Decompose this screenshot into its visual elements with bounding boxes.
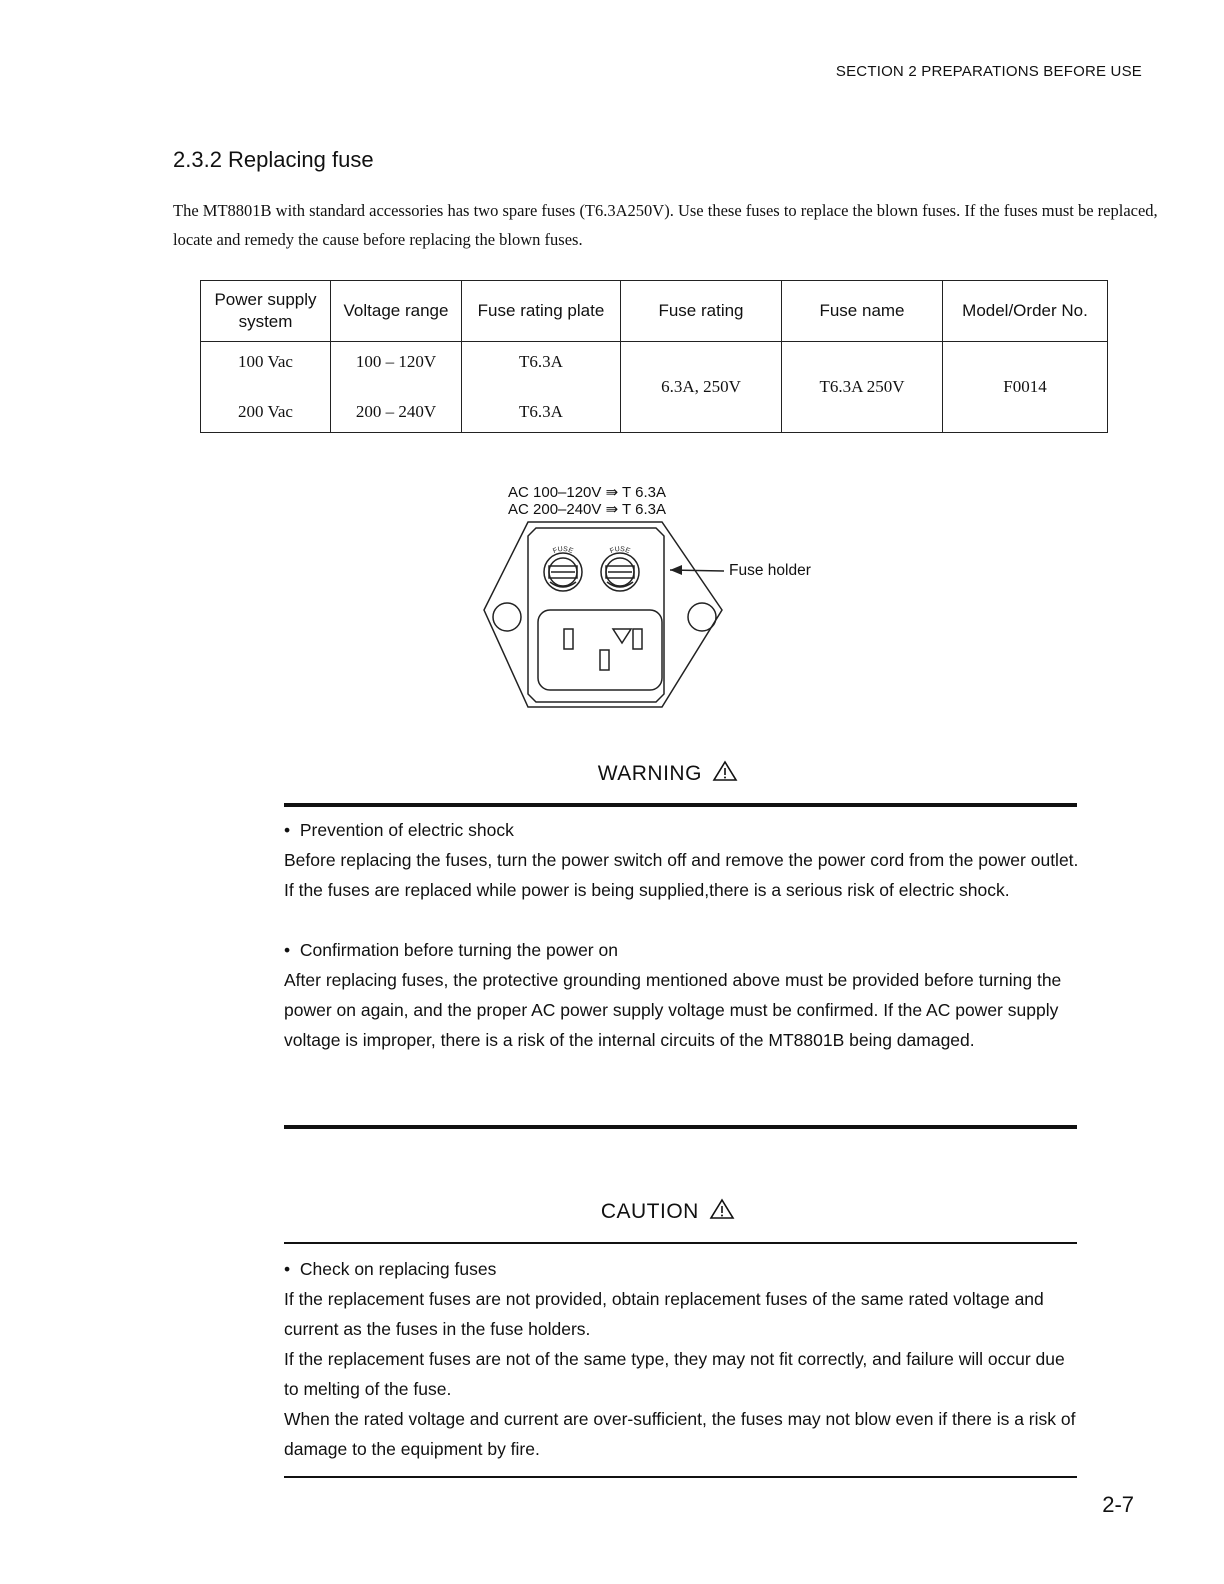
warning-triangle-icon xyxy=(712,760,738,782)
caution-top-rule xyxy=(284,1242,1077,1244)
voltage-label-200: AC 200–240V ⇛ T 6.3A xyxy=(508,501,666,518)
voltage-label-100: AC 100–120V ⇛ T 6.3A xyxy=(508,484,666,501)
caution-bullet-text: Check on replacing fuses xyxy=(299,1259,497,1279)
svg-text:FUSE xyxy=(609,546,631,555)
caution-text-1: If the replacement fuses are not provided, obtain replacement fuses of the same rated voltage and current as the fuses in the fuse holders. xyxy=(284,1289,1044,1339)
mount-hole-left xyxy=(493,603,521,631)
cell-fuse-name: T6.3A 250V xyxy=(782,342,943,433)
cell-system xyxy=(201,342,331,433)
inlet-inner-frame xyxy=(528,528,664,702)
section-header: SECTION 2 PREPARATIONS BEFORE USE xyxy=(835,63,1142,80)
caution-text-3: When the rated voltage and current are over-sufficient, the fuses may not blow even if there is a risk of damage to the equipment by fire. xyxy=(284,1409,1076,1459)
caution-bullet: • Check on replacing fuses xyxy=(284,1259,497,1279)
warning-title-text: WARNING xyxy=(597,762,702,785)
col-header-system: Power supply system xyxy=(201,281,331,342)
fuse-cap-label-right: FUSE xyxy=(609,545,631,556)
caution-bottom-rule xyxy=(284,1476,1077,1478)
cell-plate xyxy=(462,342,621,433)
caution-triangle-icon xyxy=(709,1198,735,1220)
warning-title xyxy=(0,760,1224,786)
fuse-holder-callout: Fuse holder xyxy=(729,562,811,579)
system-200: 200 Vac xyxy=(238,402,293,421)
page-number: 2-7 xyxy=(1102,1492,1134,1517)
fuse-cap-right xyxy=(601,553,639,591)
plate-100: T6.3A xyxy=(519,352,563,371)
table-header-row xyxy=(201,281,1108,342)
socket-pin-right xyxy=(633,629,642,649)
socket-pin-left xyxy=(564,629,573,649)
warning-top-rule xyxy=(284,803,1077,807)
triangle-marker-icon xyxy=(613,629,631,643)
arrow-head-icon xyxy=(670,565,682,575)
col-header-name: Fuse name xyxy=(782,281,943,342)
svg-text:FUSE xyxy=(552,546,574,555)
warning-body xyxy=(284,815,1084,1055)
socket-pin-ground xyxy=(600,650,609,670)
warning-bullet-1: • Prevention of electric shock xyxy=(284,820,514,840)
system-100: 100 Vac xyxy=(238,352,293,371)
col-header-rating: Fuse rating xyxy=(621,281,782,342)
intro-paragraph: The MT8801B with standard accessories has two spare fuses (T6.3A250V). Use these fuses to replace the blown fuses. If the fuses must be replaced, locate and remedy the cause before replacing the blown fuses. xyxy=(173,201,1158,249)
col-header-range: Voltage range xyxy=(331,281,462,342)
cell-range xyxy=(331,342,462,433)
caution-body xyxy=(284,1254,1084,1464)
fuse-cap-left xyxy=(544,553,582,591)
caution-title-text: CAUTION xyxy=(600,1200,699,1223)
col-header-model: Model/Order No. xyxy=(943,281,1108,342)
table-row xyxy=(201,342,1108,433)
warning-text-1: Before replacing the fuses, turn the power switch off and remove the power cord from the power outlet. If the fuses are replaced while power is being supplied,there is a serious risk of electric shock. xyxy=(284,850,1079,900)
mount-hole-right xyxy=(688,603,716,631)
fuse-holder-diagram xyxy=(480,520,730,712)
fuse-spec-table xyxy=(200,280,1108,433)
fuse-cap-label-left: FUSE xyxy=(552,545,574,556)
col-header-plate: Fuse rating plate xyxy=(462,281,621,342)
range-200: 200 – 240V xyxy=(355,402,437,421)
cell-model: F0014 xyxy=(943,342,1108,433)
plate-200: T6.3A xyxy=(519,402,563,421)
section-heading: 2.3.2 Replacing fuse xyxy=(173,147,374,172)
caution-title xyxy=(0,1198,1224,1224)
cell-rating: 6.3A, 250V xyxy=(621,342,782,433)
warning-bullet-2: • Confirmation before turning the power on xyxy=(284,940,618,960)
voltage-labels xyxy=(508,484,666,518)
warning-bullet-1-text: Prevention of electric shock xyxy=(299,820,514,840)
caution-text-2: If the replacement fuses are not of the same type, they may not fit correctly, and failure will occur due to melting of the fuse. xyxy=(284,1349,1065,1399)
warning-bottom-rule xyxy=(284,1125,1077,1129)
inlet-outline xyxy=(484,522,722,707)
warning-text-2: After replacing fuses, the protective grounding mentioned above must be provided before turning the power on again, and the proper AC power supply voltage must be confirmed. If the AC power supply voltage is improper, there is a risk of the internal circuits of the MT8801B being damaged. xyxy=(284,970,1062,1050)
warning-bullet-2-text: Confirmation before turning the power on xyxy=(299,940,618,960)
range-100: 100 – 120V xyxy=(355,352,437,371)
